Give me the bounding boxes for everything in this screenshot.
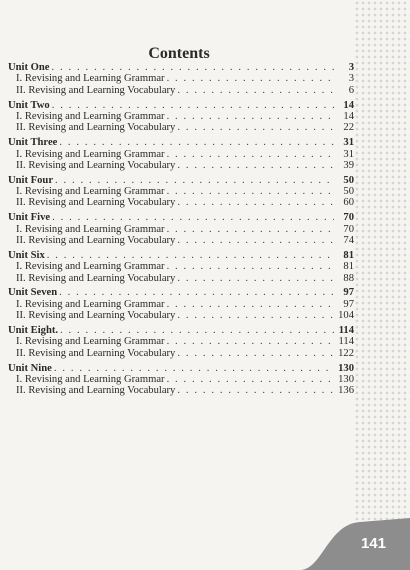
toc-entry-row <box>8 197 354 208</box>
toc-entry-label: I. Revising and Learning Grammar <box>16 186 165 198</box>
toc-unit-heading-page: 70 <box>343 212 354 224</box>
toc-entry-row <box>8 310 354 321</box>
dot-leader <box>167 374 334 385</box>
page-number: 141 <box>360 535 386 552</box>
toc-entry-label: II. Revising and Learning Vocabulary <box>16 272 176 284</box>
toc-entry-page: 50 <box>343 186 354 198</box>
dot-leader <box>177 122 334 133</box>
dot-leader <box>55 175 334 186</box>
toc-entry-page: 3 <box>348 73 354 85</box>
toc-entry-row <box>8 149 354 160</box>
dot-leader <box>167 186 334 197</box>
toc-unit <box>8 137 354 171</box>
toc-entry-page: 22 <box>343 122 354 134</box>
toc-entry-row <box>8 73 354 84</box>
dot-leader <box>167 224 334 235</box>
toc-entry-page: 136 <box>338 385 354 397</box>
toc-unit-heading-row <box>8 287 354 298</box>
toc-unit <box>8 62 354 96</box>
toc-entry-page: 130 <box>338 373 354 385</box>
toc-entry-page: 74 <box>343 235 354 247</box>
toc-entry-page: 39 <box>343 159 354 171</box>
toc-entry-label: I. Revising and Learning Grammar <box>16 336 165 348</box>
toc-unit-heading-row <box>8 100 354 111</box>
toc-entry-label: II. Revising and Learning Vocabulary <box>16 347 176 359</box>
toc-unit-heading-page: 97 <box>343 287 354 299</box>
toc-entry-label: I. Revising and Learning Grammar <box>16 110 165 122</box>
toc-entry-page: 81 <box>343 261 354 273</box>
toc-unit-heading-page: 3 <box>348 62 354 73</box>
toc-entry-row <box>8 122 354 133</box>
dot-leader <box>167 336 334 347</box>
page-tab-shape <box>300 518 410 570</box>
toc-entry-label: II. Revising and Learning Vocabulary <box>16 159 176 171</box>
toc-entry-row <box>8 85 354 96</box>
dot-leader <box>52 212 334 223</box>
dot-leader <box>59 287 334 298</box>
toc-unit-heading-label: Unit Two <box>8 99 50 111</box>
toc-entry-row <box>8 224 354 235</box>
toc-unit-heading-label: Unit Four <box>8 174 54 186</box>
table-of-contents <box>8 62 354 400</box>
toc-unit-heading-label: Unit Three <box>8 137 58 149</box>
toc-entry-row <box>8 186 354 197</box>
toc-entry-page: 114 <box>338 336 354 348</box>
toc-entry-page: 70 <box>343 223 354 235</box>
toc-entry-page: 88 <box>343 272 354 284</box>
dot-leader <box>167 261 334 272</box>
toc-entry-label: II. Revising and Learning Vocabulary <box>16 310 176 322</box>
toc-unit-heading-row <box>8 212 354 223</box>
toc-entry-label: I. Revising and Learning Grammar <box>16 298 165 310</box>
toc-unit-heading-page: 14 <box>343 99 354 111</box>
toc-entry-page: 31 <box>343 148 354 160</box>
toc-entry-row <box>8 336 354 347</box>
toc-entry-page: 104 <box>338 310 354 322</box>
dot-leader <box>177 348 334 359</box>
toc-unit-heading-page: 81 <box>343 249 354 261</box>
toc-entry-label: I. Revising and Learning Grammar <box>16 261 165 273</box>
toc-unit <box>8 212 354 246</box>
toc-entry-row <box>8 160 354 171</box>
toc-unit <box>8 100 354 134</box>
toc-unit-heading-page: 130 <box>338 362 354 374</box>
dot-leader <box>177 273 334 284</box>
toc-unit <box>8 287 354 321</box>
dot-leader <box>54 363 334 374</box>
toc-unit <box>8 250 354 284</box>
dot-leader <box>177 197 334 208</box>
toc-unit-heading-page: 31 <box>343 137 354 149</box>
dot-leader <box>167 73 334 84</box>
toc-entry-label: II. Revising and Learning Vocabulary <box>16 197 176 209</box>
toc-entry-label: II. Revising and Learning Vocabulary <box>16 385 176 397</box>
dot-leader <box>52 62 335 73</box>
toc-unit-heading-row <box>8 363 354 374</box>
dot-leader <box>167 149 334 160</box>
toc-entry-page: 60 <box>343 197 354 209</box>
dot-leader <box>52 100 334 111</box>
toc-entry-page: 122 <box>338 347 354 359</box>
toc-entry-row <box>8 348 354 359</box>
toc-unit-heading-label: Unit One <box>8 62 50 73</box>
toc-unit <box>8 175 354 209</box>
dot-leader <box>47 250 334 261</box>
toc-unit-heading-page: 114 <box>338 324 354 336</box>
dot-leader <box>177 385 334 396</box>
dot-leader <box>59 137 334 148</box>
toc-entry-row <box>8 385 354 396</box>
toc-unit-heading-row <box>8 62 354 73</box>
toc-entry-row <box>8 111 354 122</box>
toc-entry-page: 97 <box>343 298 354 310</box>
toc-entry-row <box>8 374 354 385</box>
dot-leader <box>167 111 334 122</box>
toc-entry-label: II. Revising and Learning Vocabulary <box>16 84 176 96</box>
dot-leader <box>177 310 334 321</box>
toc-unit-heading-row <box>8 175 354 186</box>
toc-entry-label: I. Revising and Learning Grammar <box>16 73 165 85</box>
toc-entry-label: I. Revising and Learning Grammar <box>16 223 165 235</box>
page-number-tab <box>300 518 410 570</box>
toc-entry-row <box>8 261 354 272</box>
dot-leader <box>60 325 334 336</box>
toc-unit-heading-row <box>8 325 354 336</box>
dot-leader <box>167 299 334 310</box>
toc-entry-page: 14 <box>343 110 354 122</box>
dot-leader <box>177 85 334 96</box>
toc-unit-heading-label: Unit Seven <box>8 287 58 299</box>
dot-leader <box>177 160 334 171</box>
dot-pattern-decoration <box>354 0 410 520</box>
toc-unit-heading-label: Unit Five <box>8 212 51 224</box>
toc-entry-row <box>8 235 354 246</box>
toc-unit <box>8 363 354 397</box>
toc-entry-label: I. Revising and Learning Grammar <box>16 148 165 160</box>
toc-entry-row <box>8 273 354 284</box>
toc-entry-label: I. Revising and Learning Grammar <box>16 373 165 385</box>
toc-unit-heading-label: Unit Eight. <box>8 324 59 336</box>
toc-unit <box>8 325 354 359</box>
toc-entry-row <box>8 299 354 310</box>
dot-leader <box>177 235 334 246</box>
toc-unit-heading-row <box>8 250 354 261</box>
toc-unit-heading-label: Unit Nine <box>8 362 52 374</box>
toc-unit-heading-label: Unit Six <box>8 249 45 261</box>
toc-entry-page: 6 <box>348 84 354 96</box>
toc-entry-label: II. Revising and Learning Vocabulary <box>16 235 176 247</box>
toc-entry-label: II. Revising and Learning Vocabulary <box>16 122 176 134</box>
toc-unit-heading-row <box>8 137 354 148</box>
page-title: Contents <box>148 44 210 62</box>
toc-unit-heading-page: 50 <box>343 174 354 186</box>
